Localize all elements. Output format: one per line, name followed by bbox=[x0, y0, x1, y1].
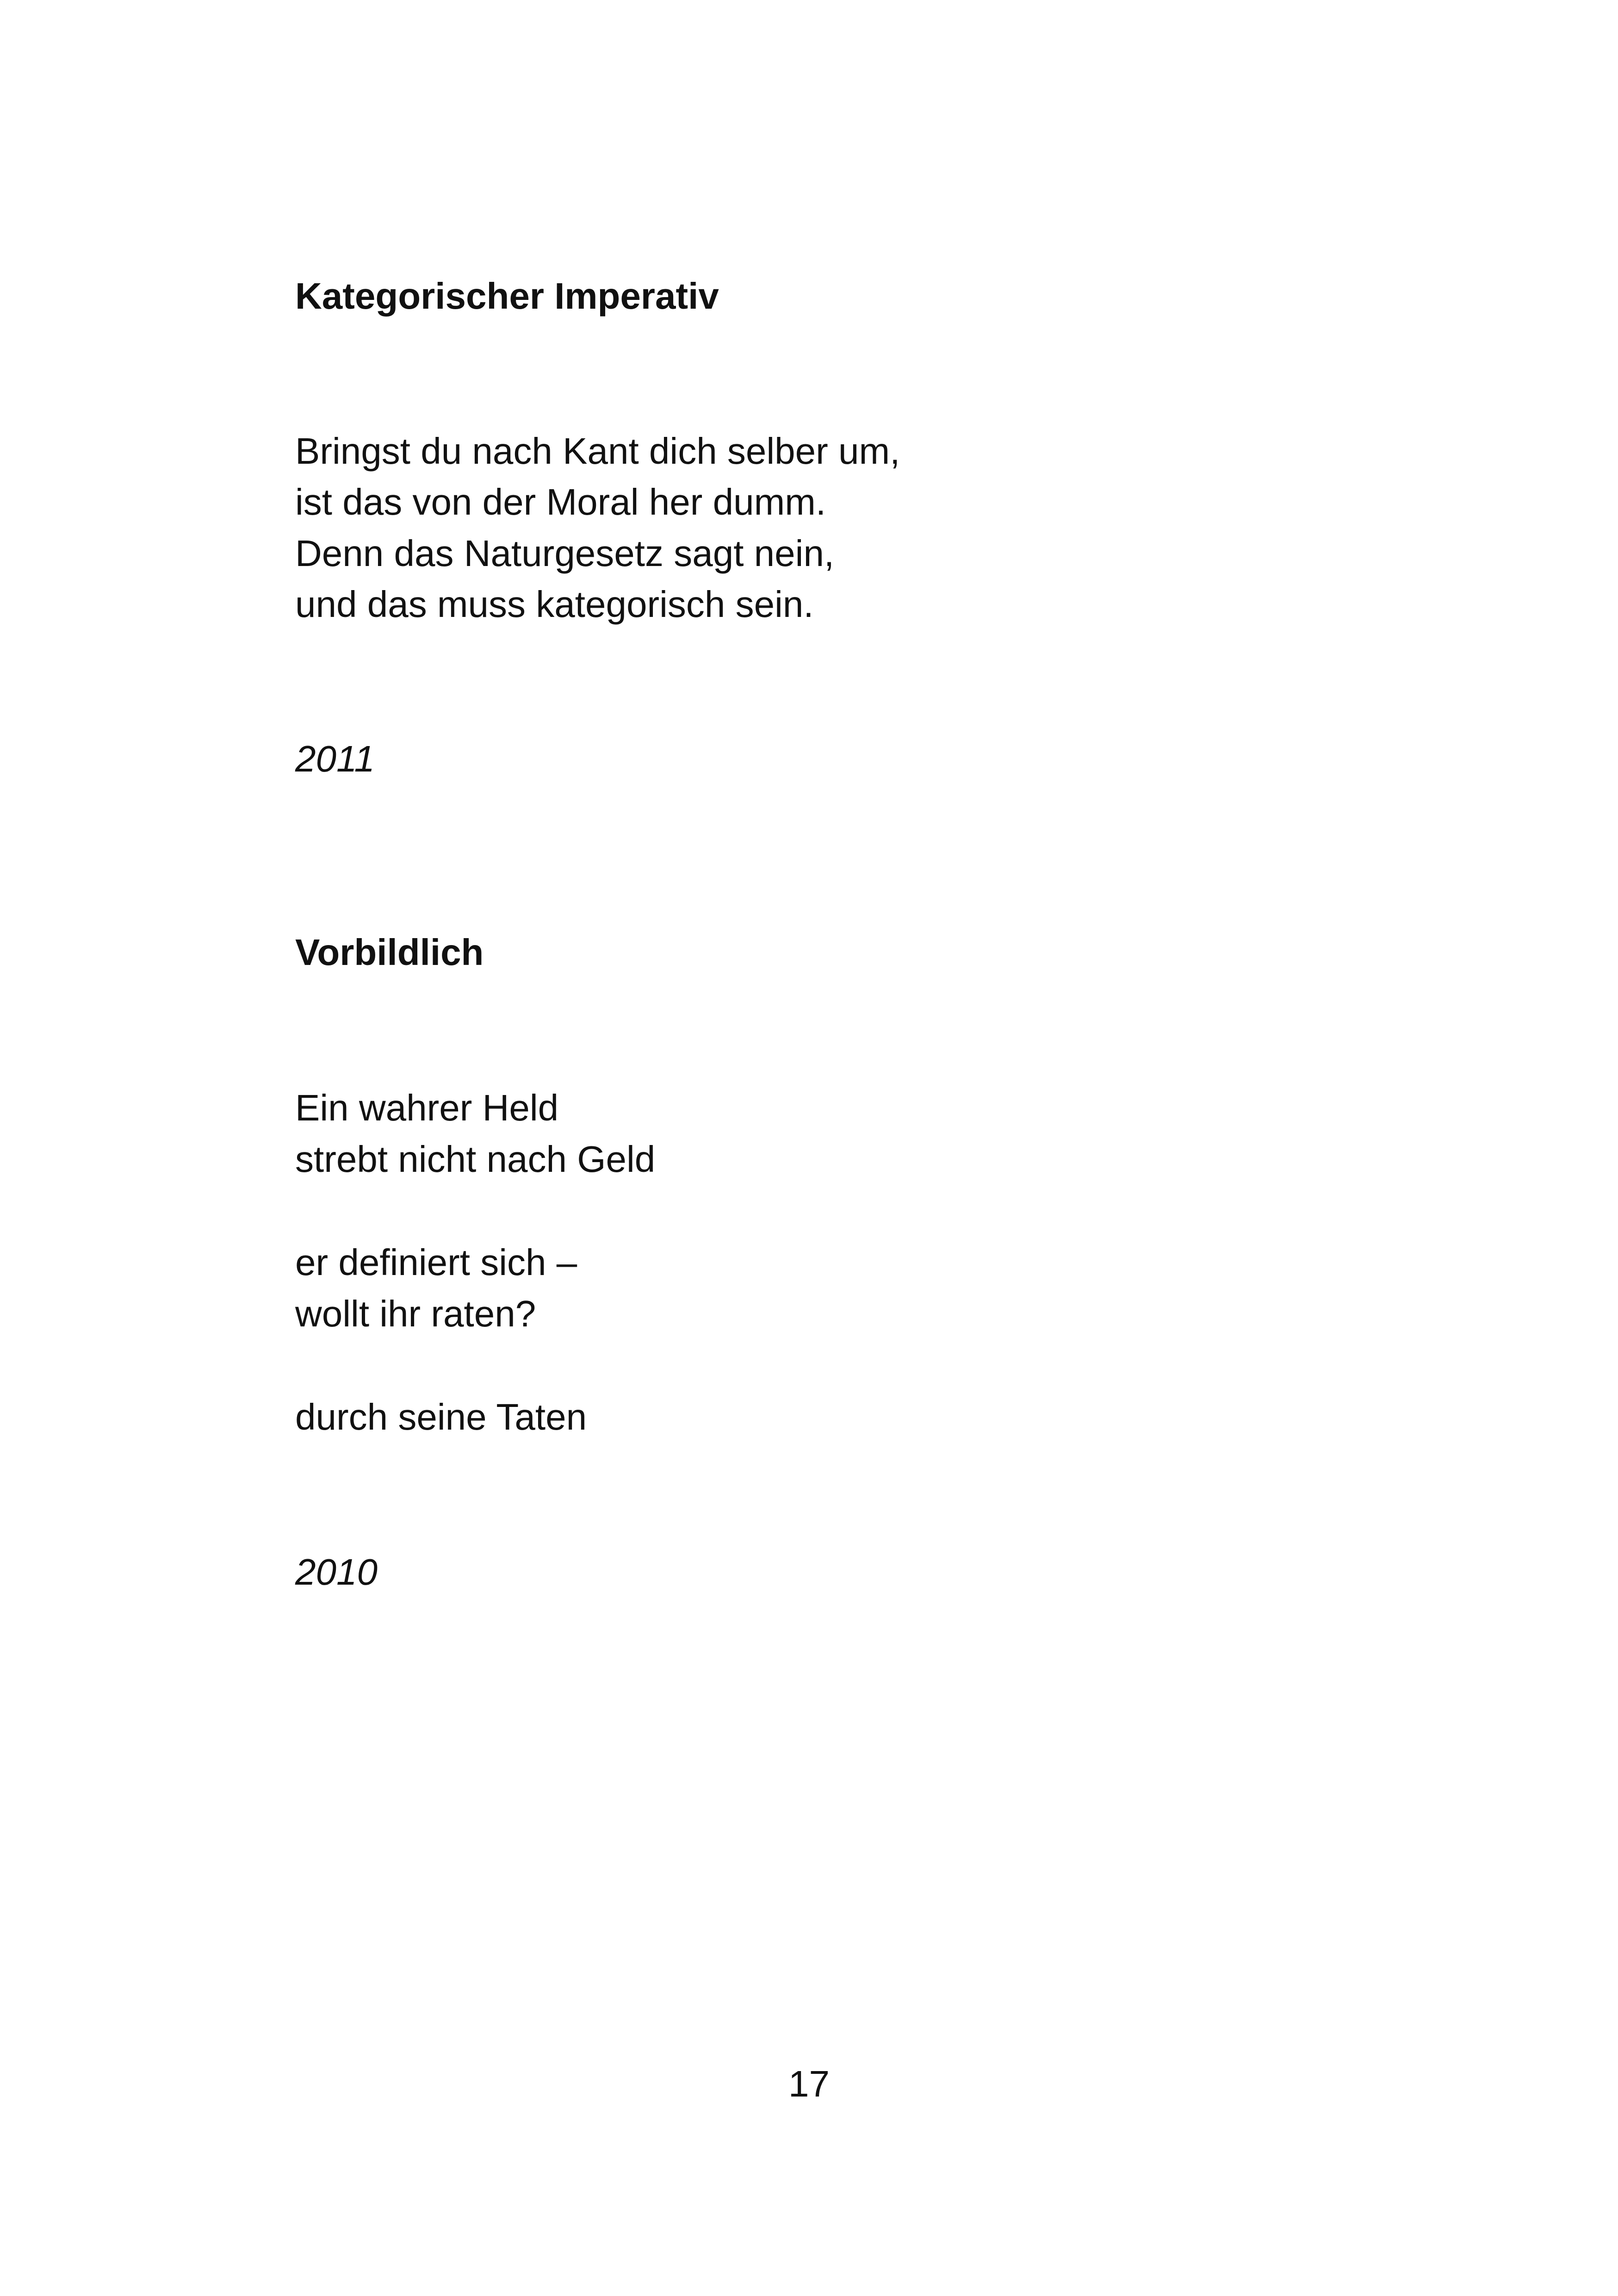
poem-line: strebt nicht nach Geld bbox=[295, 1139, 656, 1180]
poem-year: 2010 bbox=[295, 1551, 378, 1593]
page-number: 17 bbox=[788, 2063, 830, 2104]
poem-title: Kategorischer Imperativ bbox=[295, 275, 719, 317]
poem-line: ist das von der Moral her dumm. bbox=[295, 481, 826, 523]
poem-line: er definiert sich – bbox=[295, 1242, 577, 1283]
poem-year: 2011 bbox=[295, 738, 375, 779]
poem-line: wollt ihr raten? bbox=[295, 1293, 536, 1334]
poem-line: Ein wahrer Held bbox=[295, 1087, 559, 1128]
poem-line: Bringst du nach Kant dich selber um, bbox=[295, 430, 900, 472]
poem-line: Denn das Naturgesetz sagt nein, bbox=[295, 533, 835, 574]
poem-line: durch seine Taten bbox=[295, 1396, 587, 1437]
poem-title: Vorbildlich bbox=[295, 932, 484, 973]
poem-line: und das muss kategorisch sein. bbox=[295, 584, 814, 625]
